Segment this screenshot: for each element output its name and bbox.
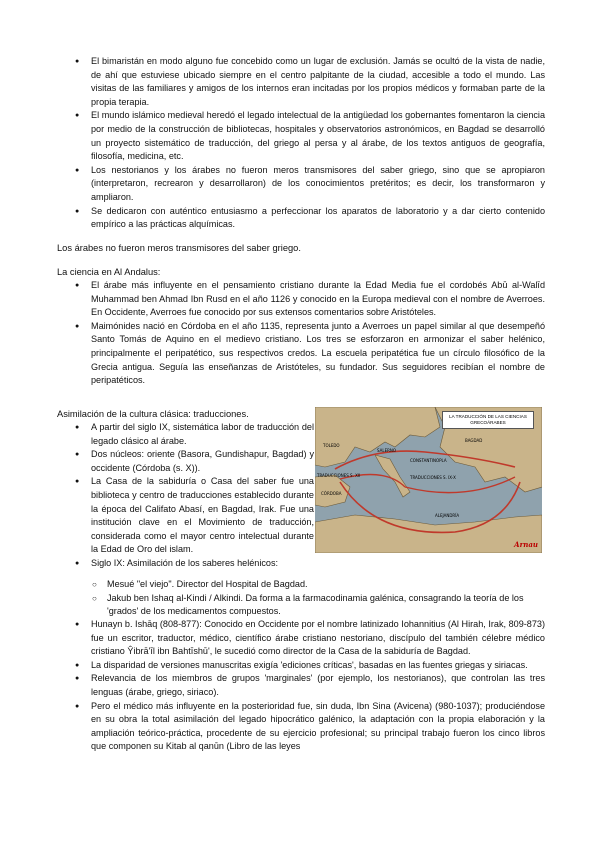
andalus-list [57, 279, 600, 388]
list-item: ● Los nestorianos y los árabes no fueron meros transmisores del saber griego, sino que se apropiaron (interpretaron, recrearon y desarrollaron) de los conocimientos pretéritos; es decir, los transformaron y ampliaron. [57, 164, 600, 205]
map-label-cordoba: CÓRDOBA [321, 491, 342, 496]
list-item: ● Se dedicaron con auténtico entusiasmo a perfeccionar los aparatos de laboratorio y a dar cierto contenido empírico a las prácticas alquímicas. [57, 205, 600, 232]
list-item: ● La Casa de la sabiduría o Casa del saber fue una biblioteca y centro de traducciones establecido durante la época del Califato Abasí, en Bagdad, Irak. Fue una institución clave en el Movimiento de traducción, considerada como el mayor centro intelectual durante la Edad de Oro del islam. [57, 475, 314, 557]
list-item: ● El árabe más influyente en el pensamiento cristiano durante la Edad Media fue el cordobés Abū al-Walīd Muhammad ben Ahmad Ibn Rusd en el año 1126 y conocido en la Europa medieval con el nombre de Averroes. En Occidente, Averroes fue conocido por sus extensos comentarios sobre Aristóteles. [57, 279, 600, 320]
list-item: ● Maimónides nació en Córdoba en el año 1135, representa junto a Averroes un papel similar al que desempeñó Santo Tomás de Aquino en el medievo cristiano. Los tres se esforzaron en armonizar el saber helénico, principalmente el peripatético, sus respectivos credos. La escuela peripatética fue un círculo filosófico de la Grecia antigua. Seguía las enseñanzas de Aristóteles, su fundador. Sus seguidores recibían el nombre de peripatéticos. [57, 320, 600, 388]
map-label-trad-ix-x: TRADUCCIONES S. IX-X [410, 475, 456, 480]
sub-list-item: ○ Jakub ben Ishaq al-Kindi / Alkindi. Da forma a la farmacodinamia galénica, consagrando la teoría de los 'grados' de los medicamentos compuestos. [57, 592, 557, 619]
andalus-heading: La ciencia en Al Andalus: [57, 267, 161, 277]
list-item: ● El mundo islámico medieval heredó el legado intelectual de la antigüedad los gobernantes fomentaron la ciencia por medio de la construcción de bibliotecas, hospitales y observatorios astronómicos, en Bagdad se desarrolló un proyecto sistemático de traducción, del griego al persa y al árabe, de los textos antiguos de geografía, filosofía, medicina, etc. [57, 109, 600, 163]
map-label-constantinopla: CONSTANTINOPLA [410, 458, 447, 463]
translation-map [315, 407, 542, 553]
map-title: LA TRADUCCIÓN DE LAS CIENCIAS GRECOÁRABES [442, 411, 534, 429]
map-label-salerno: SALERNO [377, 448, 397, 453]
list-item: ● La disparidad de versiones manuscritas exigía 'ediciones críticas', basadas en las fuentes griegas y siriacas. [57, 659, 600, 673]
list-item: ● Dos núcleos: oriente (Basora, Gundishapur, Bagdad) y occidente (Córdoba (s. X)). [57, 448, 314, 475]
map-logo: Arnau [514, 540, 538, 549]
traducciones-list [57, 618, 600, 754]
map-label-toledo: TOLEDO [323, 443, 340, 448]
traducciones-heading: Asimilación de la cultura clásica: traducciones. [57, 409, 249, 419]
list-item: ● Siglo IX: Asimilación de los saberes helénicos: [57, 557, 314, 571]
sub-list-item: ○ Mesué "el viejo". Director del Hospital de Bagdad. [57, 578, 557, 592]
list-item: ● Relevancia de los miembros de grupos 'marginales' (por ejemplo, los nestorianos), que controlan las tres lenguas (árabe, griego, siriaco). [57, 672, 600, 699]
map-label-bagdad: BAGDAD [465, 438, 483, 443]
list-item: ● Hunayn b. Ishāq (808-877): Conocido en Occidente por el nombre latinizado Iohannitius (Al Hirah, Irak, 809-873) fue un escritor, traductor, médico, científico árabe cristiano nestoriano, discípulo del también célebre médico cristiano Ŷibrā'īl ibn Bahtīshū', le sucedió como director de la Casa de la sabiduría de Bagdad. [57, 618, 600, 659]
map-label-trad-xii: TRADUCCIONES S. XII [317, 473, 361, 478]
section1-list [57, 55, 600, 232]
helenic-sublist [57, 578, 557, 619]
list-item: ● El bimaristán en modo alguno fue concebido como un lugar de exclusión. Jamás se ocultó de la vista de nadie, de ahí que estuviese ubicado siempre en el centro palpitante de la ciudad, accesible a todo el mundo. Las visitas de las familiares y amigos de los internos eran incitadas por los propios médicos y formaban parte de la propia terapia. [57, 55, 600, 109]
map-label-alejandria: ALEJANDRÍA [435, 513, 460, 518]
list-item: ● Pero el médico más influyente en la posterioridad fue, sin duda, Ibn Sina (Avicena) (980-1037); produciéndose en su obra la total asimilación del legado hipocrático galénico, la adaptación con la propia elaboración y la ampliación teórico-práctica, procedente de su ejercicio profesional; su principal trabajo fueron los cinco libros que componen su Kitab al qanūn (Libro de las leyes [57, 700, 600, 754]
traducciones-narrow-list [57, 421, 314, 571]
statement: Los árabes no fueron meros transmisores del saber griego. [57, 243, 301, 253]
list-item: ● A partir del siglo IX, sistemática labor de traducción del legado clásico al árabe. [57, 421, 314, 448]
